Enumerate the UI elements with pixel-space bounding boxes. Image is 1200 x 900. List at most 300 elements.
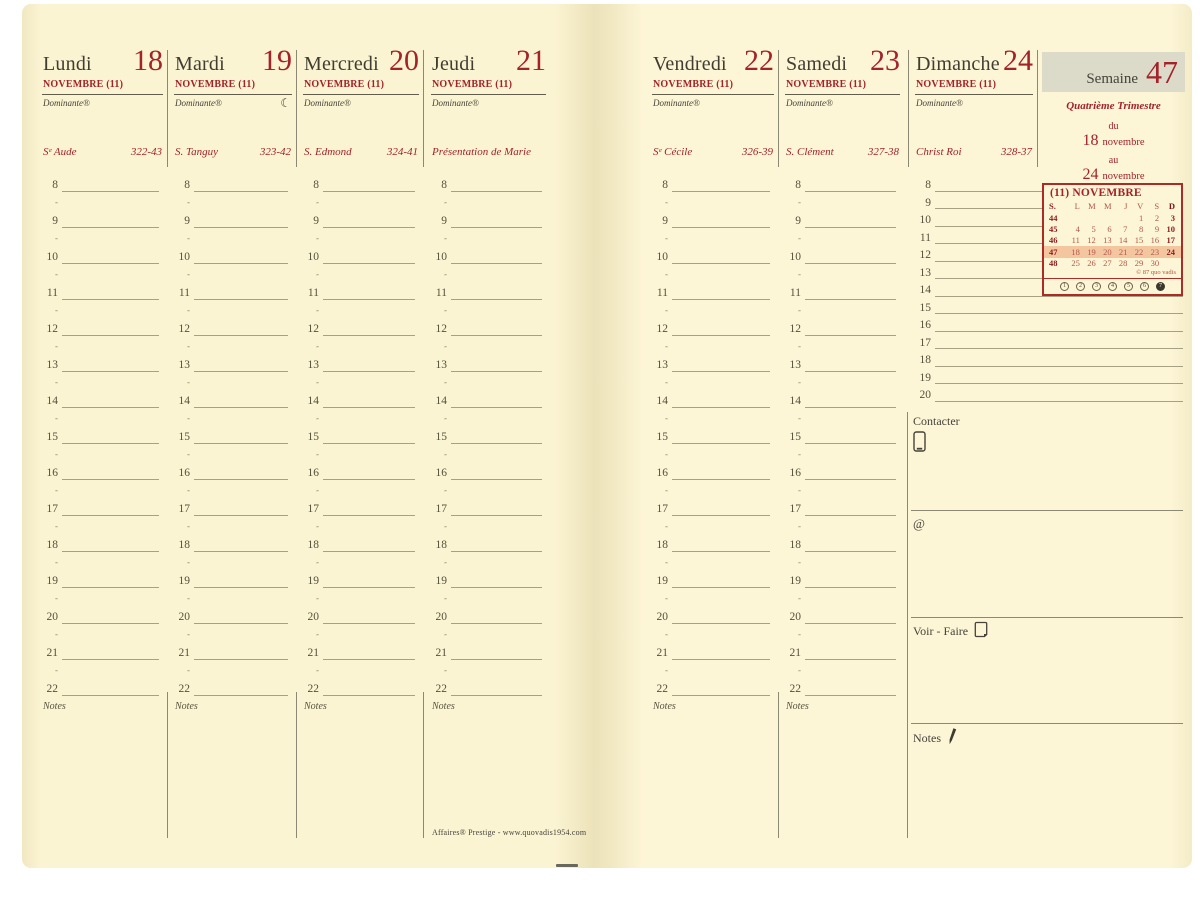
hour-row (429, 609, 548, 627)
hour-number: 8 (184, 179, 190, 191)
day-column-jeudi (429, 0, 548, 850)
hour-number: 18 (46, 539, 58, 551)
hour-row (913, 387, 1185, 405)
half-hour-marker: - (316, 305, 319, 315)
hour-row (650, 465, 776, 483)
hour-number: 16 (656, 467, 668, 479)
hour-number: 21 (46, 647, 58, 659)
hour-row (913, 370, 1185, 388)
hour-number: 16 (435, 467, 447, 479)
hour-number: 11 (789, 287, 801, 299)
hour-number: 20 (435, 611, 447, 623)
range-du: du (1108, 121, 1119, 132)
half-hour-row (172, 663, 294, 681)
half-hour-row (650, 375, 776, 393)
half-hour-row (40, 411, 165, 429)
hour-number: 17 (307, 503, 319, 515)
range-to-month: novembre (1102, 171, 1145, 182)
circled-number: 7 (1156, 282, 1166, 292)
dominante-row (432, 98, 545, 108)
hour-number: 10 (789, 251, 801, 263)
hour-number: 8 (313, 179, 319, 191)
hour-number: 15 (46, 431, 58, 443)
day-column-samedi (783, 0, 902, 850)
half-hour-marker: - (444, 413, 447, 423)
hour-line (451, 659, 542, 660)
section-divider-line (911, 510, 1183, 511)
half-hour-marker: - (187, 413, 190, 423)
day-number: 19 (262, 44, 292, 77)
hour-number: 16 (919, 319, 931, 331)
calendar-week-row (1044, 246, 1181, 257)
hour-number: 17 (919, 336, 931, 349)
half-hour-row (301, 267, 421, 285)
hour-line (451, 479, 542, 480)
hour-row (783, 465, 902, 483)
hour-line (805, 695, 896, 696)
hour-number: 19 (789, 575, 801, 587)
calendar-day-cell: 14 (1118, 235, 1128, 246)
half-hour-row (783, 375, 902, 393)
half-hour-marker: - (187, 629, 190, 639)
hour-row (650, 285, 776, 303)
half-hour-row (429, 591, 548, 609)
hour-row (40, 285, 165, 303)
dominante-row (304, 98, 418, 108)
saint-name: Sᵉ Cécile (653, 146, 693, 158)
half-hour-marker: - (316, 269, 319, 279)
circled-number: 2 (1076, 282, 1086, 292)
calendar-week-number: 47 (1049, 246, 1058, 257)
dominante-label: Dominante® (432, 98, 479, 108)
hour-row (172, 681, 294, 699)
day-header (175, 44, 292, 78)
half-hour-marker: - (55, 449, 58, 459)
circled-number: 3 (1092, 282, 1102, 292)
hour-number: 16 (178, 467, 190, 479)
half-hour-row (429, 411, 548, 429)
calendar-day-cell: 22 (1134, 246, 1144, 257)
calendar-day-cell: 8 (1139, 224, 1144, 235)
half-hour-marker: - (798, 485, 801, 495)
hour-line (935, 313, 1183, 314)
half-hour-marker: - (55, 269, 58, 279)
half-hour-marker: - (55, 341, 58, 351)
half-hour-row (650, 339, 776, 357)
hour-number: 14 (435, 395, 447, 407)
hour-line (194, 335, 288, 336)
month-label: NOVEMBRE (11) (786, 79, 867, 90)
half-hour-marker: - (665, 341, 668, 351)
hour-line (62, 623, 159, 624)
half-hour-marker: - (444, 377, 447, 387)
hour-row (650, 429, 776, 447)
half-hour-row (783, 447, 902, 465)
saint-ref: 327-38 (867, 146, 899, 158)
half-hour-row (301, 339, 421, 357)
half-hour-row (783, 663, 902, 681)
half-hour-row (172, 195, 294, 213)
calendar-header-cell: M (1088, 201, 1096, 211)
hour-line (451, 335, 542, 336)
half-hour-marker: - (187, 521, 190, 531)
hour-number: 11 (435, 287, 447, 299)
day-header (432, 44, 546, 78)
hour-number: 19 (307, 575, 319, 587)
half-hour-marker: - (798, 593, 801, 603)
calendar-header-cell: V (1137, 201, 1144, 211)
hour-row (783, 501, 902, 519)
hour-line (62, 479, 159, 480)
hour-line (194, 551, 288, 552)
hour-number: 20 (789, 611, 801, 623)
hour-number: 8 (925, 179, 931, 191)
half-hour-marker: - (665, 305, 668, 315)
trimester-label: Quatrième Trimestre (1066, 100, 1161, 112)
half-hour-row (429, 303, 548, 321)
half-hour-marker: - (798, 449, 801, 459)
hour-row (783, 213, 902, 231)
half-hour-marker: - (187, 233, 190, 243)
calendar-day-cell: 10 (1166, 224, 1175, 235)
half-hour-marker: - (55, 593, 58, 603)
half-hour-row (650, 447, 776, 465)
half-hour-row (172, 303, 294, 321)
calendar-copyright: © 87 quo vadis (1136, 268, 1176, 276)
hour-number: 15 (789, 431, 801, 443)
hour-line (451, 263, 542, 264)
half-hour-marker: - (187, 341, 190, 351)
hour-row (172, 465, 294, 483)
hour-line (672, 443, 770, 444)
calendar-week-number: 48 (1049, 258, 1058, 269)
hour-row (301, 429, 421, 447)
circled-number: 5 (1124, 282, 1134, 292)
notes-label: Notes (432, 701, 455, 712)
day-header (916, 44, 1033, 78)
hour-number: 19 (919, 371, 931, 384)
half-hour-marker: - (444, 449, 447, 459)
hour-line (194, 623, 288, 624)
half-hour-marker: - (316, 557, 319, 567)
hour-row (783, 393, 902, 411)
column-divider (907, 412, 908, 838)
half-hour-row (783, 591, 902, 609)
half-hour-marker: - (665, 485, 668, 495)
day-name: Dimanche (916, 53, 1000, 75)
hour-row (650, 393, 776, 411)
calendar-day-cell: 25 (1071, 258, 1080, 269)
hour-row (301, 645, 421, 663)
column-divider (167, 50, 168, 167)
hour-row (301, 501, 421, 519)
half-hour-marker: - (316, 413, 319, 423)
hour-number: 18 (307, 539, 319, 551)
mini-calendar-title: (11) NOVEMBRE (1050, 187, 1142, 199)
voir-faire-text: Voir - Faire (913, 624, 969, 638)
hour-number: 13 (919, 266, 931, 279)
hour-number: 18 (919, 354, 931, 366)
hour-number: 9 (184, 215, 190, 227)
hour-line (62, 191, 159, 192)
column-divider (423, 692, 424, 838)
hour-number: 18 (656, 539, 668, 551)
calendar-day-cell: 18 (1071, 246, 1080, 257)
half-hour-marker: - (55, 197, 58, 207)
hour-number: 8 (795, 179, 801, 191)
hour-row (783, 609, 902, 627)
half-hour-row (301, 519, 421, 537)
half-hour-marker: - (55, 305, 58, 315)
day-header (304, 44, 419, 78)
half-hour-row (172, 339, 294, 357)
hour-line (62, 515, 159, 516)
hour-line (672, 587, 770, 588)
column-divider (167, 692, 168, 838)
half-hour-row (301, 591, 421, 609)
half-hour-marker: - (798, 305, 801, 315)
hour-row (40, 501, 165, 519)
hour-line (451, 515, 542, 516)
hour-line (805, 191, 896, 192)
hour-line (323, 263, 415, 264)
half-hour-row (301, 303, 421, 321)
half-hour-marker: - (665, 521, 668, 531)
hour-number: 22 (435, 683, 447, 695)
column-divider (778, 692, 779, 838)
month-label: NOVEMBRE (11) (43, 79, 124, 90)
saint-row (916, 146, 1032, 158)
hour-number: 13 (178, 359, 190, 371)
saint-row (175, 146, 291, 158)
hour-line (451, 623, 542, 624)
saint-row (43, 146, 162, 158)
half-hour-row (301, 231, 421, 249)
hour-line (62, 551, 159, 552)
half-hour-row (40, 627, 165, 645)
half-hour-marker: - (665, 557, 668, 567)
hour-number: 16 (307, 467, 319, 479)
half-hour-row (650, 231, 776, 249)
hour-line (935, 331, 1183, 332)
hour-number: 14 (178, 395, 190, 407)
hour-line (805, 407, 896, 408)
hour-row (301, 213, 421, 231)
range-from-month: novembre (1102, 137, 1145, 148)
half-hour-marker: - (316, 197, 319, 207)
semaine-label: Semaine (1086, 71, 1138, 87)
day-name: Lundi (43, 53, 92, 75)
calendar-day-cell: 21 (1118, 246, 1128, 257)
range-from (1042, 132, 1185, 150)
hour-number: 12 (789, 323, 801, 335)
hour-line (805, 299, 896, 300)
hour-number: 15 (919, 301, 931, 314)
hour-number: 13 (46, 359, 58, 371)
calendar-week-number: 46 (1049, 235, 1058, 246)
hour-line (62, 299, 159, 300)
calendar-header-cell: S. (1049, 201, 1056, 211)
dominante-row (916, 98, 1032, 108)
hour-grid (301, 177, 421, 699)
hour-number: 13 (307, 359, 319, 371)
half-hour-row (783, 231, 902, 249)
half-hour-marker: - (316, 593, 319, 603)
hour-line (805, 623, 896, 624)
calendar-day-cell: 7 (1123, 224, 1128, 235)
half-hour-marker: - (798, 665, 801, 675)
half-hour-marker: - (798, 269, 801, 279)
hour-row (172, 249, 294, 267)
half-hour-row (783, 555, 902, 573)
half-hour-marker: - (444, 665, 447, 675)
saint-row (304, 146, 418, 158)
half-hour-row (429, 195, 548, 213)
notes-label: Notes (304, 701, 327, 712)
half-hour-row (40, 195, 165, 213)
hour-line (62, 335, 159, 336)
half-hour-marker: - (444, 629, 447, 639)
hour-number: 10 (656, 251, 668, 263)
half-hour-row (429, 519, 548, 537)
circled-number: 6 (1140, 282, 1150, 292)
half-hour-row (650, 663, 776, 681)
hour-row (429, 573, 548, 591)
column-divider (423, 50, 424, 167)
dominante-label: Dominante® (43, 98, 90, 108)
hour-number: 9 (925, 196, 931, 209)
hour-row (172, 429, 294, 447)
hour-number: 11 (46, 287, 58, 299)
half-hour-row (650, 591, 776, 609)
calendar-week-row (1044, 223, 1181, 234)
hour-number: 8 (662, 179, 668, 191)
half-hour-row (783, 267, 902, 285)
hour-row (650, 249, 776, 267)
calendar-day-cell: 26 (1087, 258, 1096, 269)
hour-line (805, 443, 896, 444)
hour-line (323, 659, 415, 660)
half-hour-marker: - (316, 449, 319, 459)
circled-number: 1 (1060, 282, 1070, 292)
half-hour-row (783, 627, 902, 645)
hour-line (935, 383, 1183, 384)
half-hour-row (429, 627, 548, 645)
hour-number: 12 (656, 323, 668, 335)
hour-line (62, 695, 159, 696)
calendar-header-cell: L (1074, 201, 1080, 211)
half-hour-row (429, 555, 548, 573)
hour-row (429, 357, 548, 375)
half-hour-marker: - (798, 521, 801, 531)
half-hour-marker: - (55, 485, 58, 495)
hour-number: 20 (919, 389, 931, 401)
half-hour-marker: - (444, 197, 447, 207)
half-hour-marker: - (55, 629, 58, 639)
dominante-row (43, 98, 162, 108)
half-hour-row (301, 195, 421, 213)
hour-row (783, 573, 902, 591)
calendar-day-cell: 9 (1154, 224, 1160, 235)
hour-number: 14 (307, 395, 319, 407)
hour-row (783, 249, 902, 267)
calendar-week-number: 44 (1049, 212, 1058, 223)
half-hour-row (172, 627, 294, 645)
hour-line (323, 695, 415, 696)
range-from-day: 18 (1082, 132, 1099, 149)
hour-number: 10 (435, 251, 447, 263)
hour-line (194, 371, 288, 372)
saint-name: Présentation de Marie (432, 146, 531, 158)
hour-number: 11 (178, 287, 190, 299)
calendar-day-cell: 23 (1150, 246, 1160, 257)
day-name: Mercredi (304, 53, 379, 75)
half-hour-row (40, 519, 165, 537)
calendar-day-cell: 3 (1170, 212, 1175, 223)
mini-calendar-grid (1044, 200, 1181, 269)
hour-number: 12 (178, 323, 190, 335)
header-rule (42, 94, 163, 95)
half-hour-row (783, 195, 902, 213)
hour-line (672, 335, 770, 336)
hour-row (40, 249, 165, 267)
section-divider-line (911, 617, 1183, 618)
hour-number: 11 (919, 231, 931, 244)
calendar-day-cell: 1 (1139, 212, 1144, 223)
header-rule (915, 94, 1033, 95)
hour-row (650, 177, 776, 195)
calendar-day-cell: 4 (1075, 224, 1080, 235)
hour-number: 14 (656, 395, 668, 407)
half-hour-row (40, 339, 165, 357)
hour-line (323, 443, 415, 444)
hour-number: 12 (307, 323, 319, 335)
hour-row (301, 465, 421, 483)
hour-row (650, 573, 776, 591)
hour-number: 22 (789, 683, 801, 695)
hour-row (301, 681, 421, 699)
hour-row (650, 501, 776, 519)
half-hour-marker: - (316, 665, 319, 675)
calendar-day-cell: 24 (1166, 246, 1175, 257)
day-number: 20 (389, 44, 419, 77)
hour-row (172, 501, 294, 519)
hour-line (194, 479, 288, 480)
calendar-day-cell: 19 (1087, 246, 1096, 257)
saint-ref: 322-43 (130, 146, 162, 158)
half-hour-marker: - (187, 197, 190, 207)
calendar-header-cell: J (1124, 201, 1128, 211)
hour-line (194, 659, 288, 660)
calendar-week-row (1044, 212, 1181, 223)
hour-line (323, 515, 415, 516)
hour-line (451, 443, 542, 444)
hour-line (194, 515, 288, 516)
half-hour-row (40, 375, 165, 393)
half-hour-row (429, 663, 548, 681)
half-hour-row (40, 303, 165, 321)
half-hour-marker: - (665, 449, 668, 459)
hour-row (301, 249, 421, 267)
hour-line (451, 371, 542, 372)
half-hour-marker: - (187, 305, 190, 315)
half-hour-marker: - (55, 521, 58, 531)
hour-line (805, 227, 896, 228)
hour-number: 12 (919, 249, 931, 261)
dominante-row (175, 98, 291, 109)
half-hour-row (650, 303, 776, 321)
day-header (653, 44, 774, 78)
